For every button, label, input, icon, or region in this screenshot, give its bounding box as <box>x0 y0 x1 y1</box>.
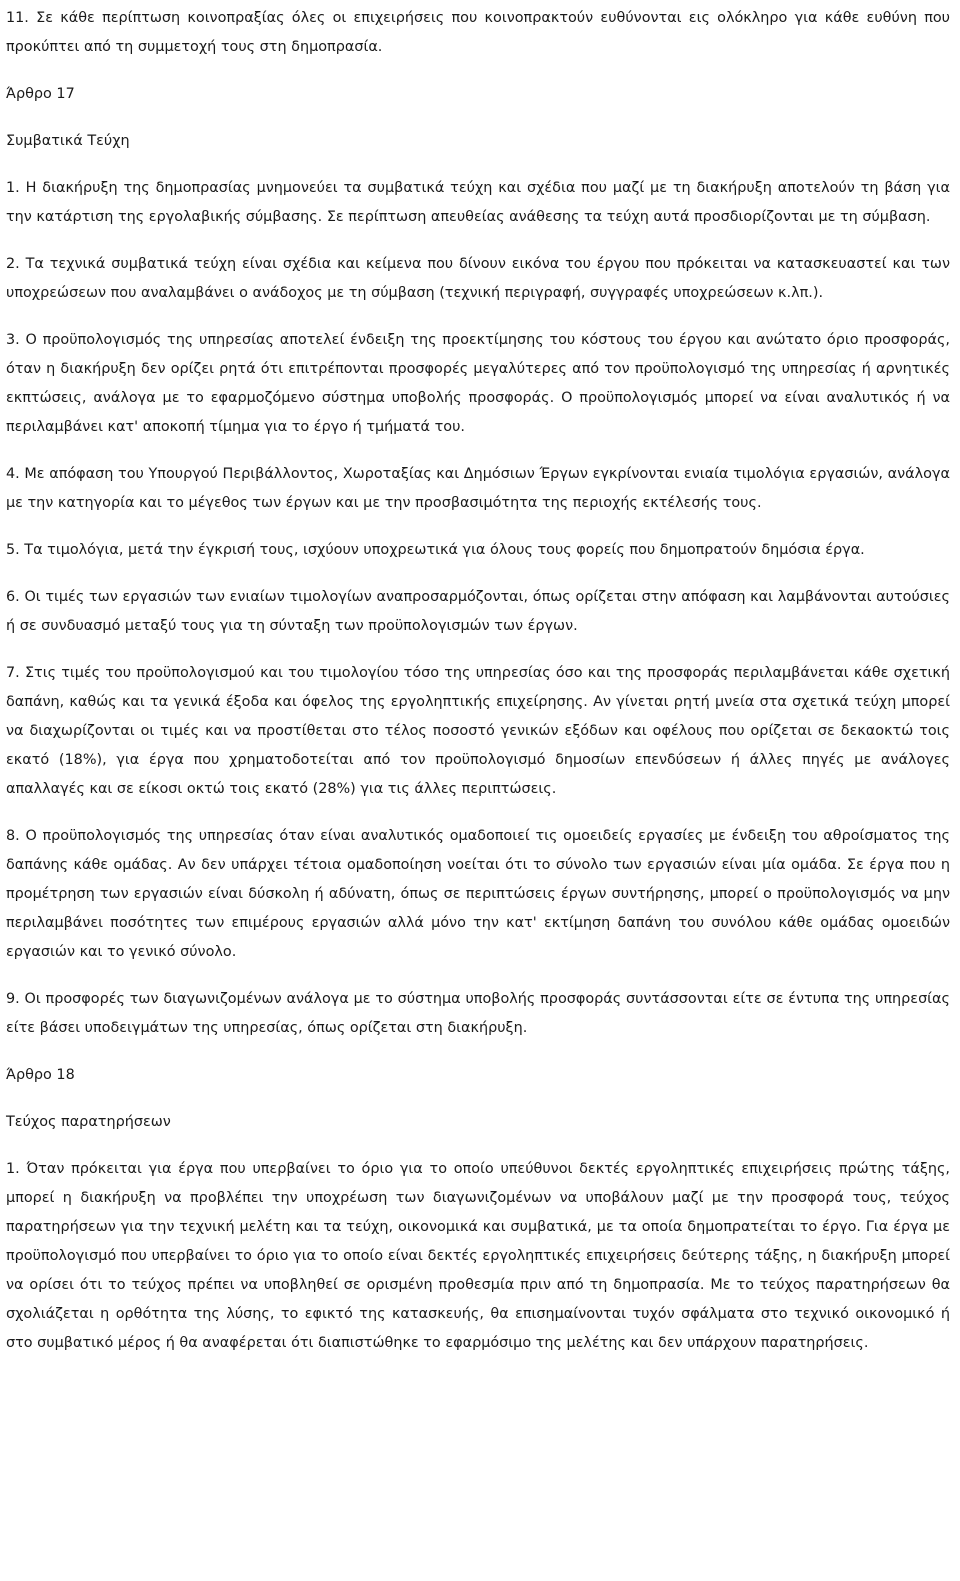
paragraph-11: 11. Σε κάθε περίπτωση κοινοπραξίας όλες οι επιχειρήσεις που κοινοπρακτούν ευθύνονται εις ολόκληρο για κάθε ευθύνη που προκύπτει από τη συμμετοχή τους στη δημοπρασία. <box>6 10 950 55</box>
article-17-paragraph-3: 3. Ο προϋπολογισμός της υπηρεσίας αποτελεί ένδειξη της προεκτίμησης του κόστους του έργου και ανώτατο όριο προσφοράς, όταν η διακήρυξη δεν ορίζει ρητά ότι επιτρέπονται προσφορές μεγαλύτερες από τον προϋπολογισμό της υπηρεσίας ή αρνητικές εκπτώσεις, ανάλογα με το εφαρμοζόμενο σύστημα υποβολής προσφοράς. Ο προϋπολογισμός μπορεί να είναι αναλυτικός ή να περιλαμβάνει κατ' αποκοπή τίμημα για το έργο ή τμήματά του. <box>6 332 950 435</box>
article-17-paragraph-9: 9. Οι προσφορές των διαγωνιζομένων ανάλογα με το σύστημα υποβολής προσφοράς συντάσσονται είτε σε έντυπα της υπηρεσίας είτε βάσει υποδειγμάτων της υπηρεσίας, όπως ορίζεται στη διακήρυξη. <box>6 991 950 1036</box>
article-17-number: Άρθρο 17 <box>6 86 75 102</box>
article-17-paragraph-8: 8. Ο προϋπολογισμός της υπηρεσίας όταν είναι αναλυτικός ομαδοποιεί τις ομοειδείς εργασίες με ένδειξη του αθροίσματος της δαπάνης κάθε ομάδας. Αν δεν υπάρχει τέτοια ομαδοποίηση νοείται ότι το σύνολο των εργασιών είναι μία ομάδα. Σε έργα που η προμέτρηση των εργασιών είναι δύσκολη ή αδύνατη, όπως σε περιπτώσεις έργων συντήρησης, μπορεί ο προϋπολογισμός να μην περιλαμβάνει ποσότητες των επιμέρους εργασιών αλλά μόνο την κατ' εκτίμηση δαπάνη του συνόλου κάθε ομάδας ομοειδών εργασιών και το γενικό σύνολο. <box>6 828 950 960</box>
document-page <box>6 4 950 1376</box>
article-17-paragraph-7: 7. Στις τιμές του προϋπολογισμού και του τιμολογίου τόσο της υπηρεσίας όσο και της προσφοράς περιλαμβάνεται κάθε σχετική δαπάνη, καθώς και τα γενικά έξοδα και όφελος της εργοληπτικής επιχείρησης. Αν γίνεται ρητή μνεία στα σχετικά τεύχη μπορεί να διαχωρίζονται οι τιμές και να προστίθεται στο τέλος ποσοστό γενικών εξόδων και οφέλους που ορίζεται σε δεκαοκτώ τοις εκατό (18%), για έργα που χρηματοδοτείται από τον προϋπολογισμό δημοσίων επενδύσεων ή άλλες πηγές με ανάλογες απαλλαγές και σε είκοσι οκτώ τοις εκατό (28%) για τις άλλες περιπτώσεις. <box>6 665 950 797</box>
article-17-paragraph-5: 5. Τα τιμολόγια, μετά την έγκρισή τους, ισχύουν υποχρεωτικά για όλους τους φορείς που δημοπρατούν δημόσια έργα. <box>6 542 865 558</box>
article-17-paragraph-6: 6. Οι τιμές των εργασιών των ενιαίων τιμολογίων αναπροσαρμόζονται, όπως ορίζεται στην απόφαση και λαμβάνονται αυτούσιες ή σε συνδυασμό μεταξύ τους για τη σύνταξη των προϋπολογισμών των έργων. <box>6 589 950 634</box>
article-17-paragraph-4: 4. Με απόφαση του Υπουργού Περιβάλλοντος, Χωροταξίας και Δημόσιων Έργων εγκρίνονται ενιαία τιμολόγια εργασιών, ανάλογα με την κατηγορία και το μέγεθος των έργων και με την προσβασιμότητα της περιοχής εκτέλεσής τους. <box>6 466 950 511</box>
article-18-number: Άρθρο 18 <box>6 1067 75 1083</box>
article-17-paragraph-1: 1. Η διακήρυξη της δημοπρασίας μνημονεύει τα συμβατικά τεύχη και σχέδια που μαζί με τη διακήρυξη αποτελούν τη βάση για την κατάρτιση της εργολαβικής σύμβασης. Σε περίπτωση απευθείας ανάθεσης τα τεύχη αυτά προσδιορίζονται με τη σύμβαση. <box>6 180 950 225</box>
article-17-title: Συμβατικά Τεύχη <box>6 133 130 149</box>
article-18-paragraph-1: 1. Όταν πρόκειται για έργα που υπερβαίνει το όριο για το οποίο υπεύθυνοι δεκτές εργοληπτικές επιχειρήσεις πρώτης τάξης, μπορεί η διακήρυξη να προβλέπει την υποχρέωση των διαγωνιζομένων να υποβάλουν μαζί με την προσφορά τους, τεύχος παρατηρήσεων για την τεχνική μελέτη και τα τεύχη, οικονομικά και συμβατικά, με τα οποία δημοπρατείται το έργο. Για έργα με προϋπολογισμό που υπερβαίνει το όριο για το οποίο είναι δεκτές εργοληπτικές επιχειρήσεις δεύτερης τάξης, η διακήρυξη μπορεί να ορίσει ότι το τεύχος πρέπει να υποβληθεί σε ορισμένη προθεσμία πριν από τη δημοπρασία. Με το τεύχος παρατηρήσεων θα σχολιάζεται η ορθότητα της λύσης, το εφικτό της κατασκευής, θα επισημαίνονται τυχόν σφάλματα στο τεχνικό οικονομικό ή στο συμβατικό μέρος ή θα αναφέρεται ότι διαπιστώθηκε το εφαρμόσιμο της μελέτης και δεν υπάρχουν παρατηρήσεις. <box>6 1161 950 1351</box>
article-18-title: Τεύχος παρατηρήσεων <box>6 1114 171 1130</box>
article-17-paragraph-2: 2. Τα τεχνικά συμβατικά τεύχη είναι σχέδια και κείμενα που δίνουν εικόνα του έργου που πρόκειται να κατασκευαστεί και των υποχρεώσεων που αναλαμβάνει ο ανάδοχος με τη σύμβαση (τεχνική περιγραφή, συγγραφές υποχρεώσεων κ.λπ.). <box>6 256 950 301</box>
